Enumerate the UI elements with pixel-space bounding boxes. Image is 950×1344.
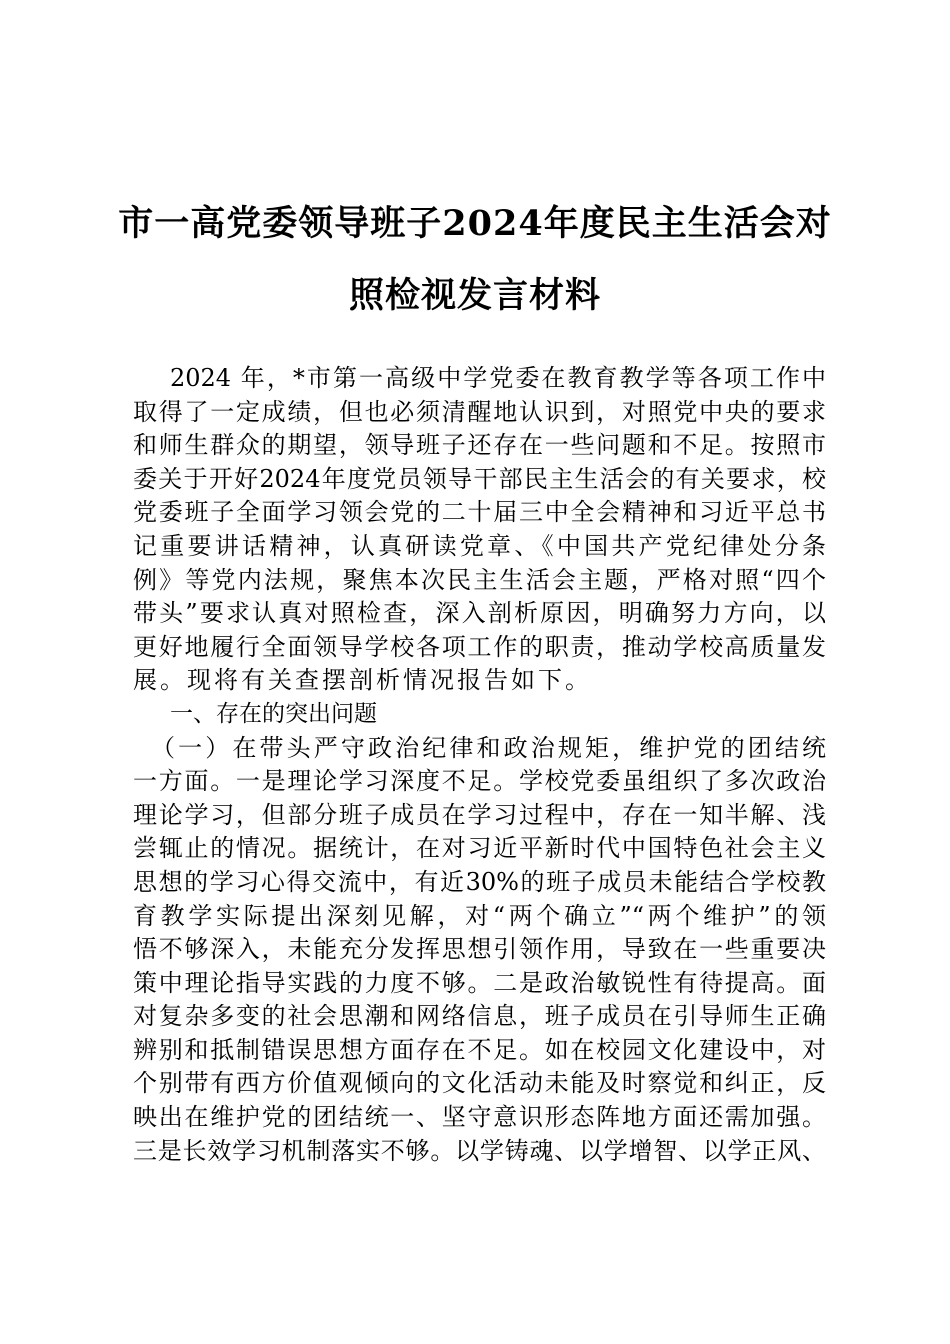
text-line: 2024 年，*市第一高级中学党委在教育教学等各项工作中 — [170, 364, 826, 392]
text-line: 育教学实际提出深刻见解，对“两个确立”“两个维护”的领 — [133, 901, 826, 930]
section-paragraph — [133, 732, 826, 1169]
document-title-line-2: 照检视发言材料 — [348, 275, 601, 316]
text-line: 委关于开好2024年度党员领导干部民主生活会的有关要求，校 — [133, 464, 826, 493]
text-line: 展。现将有关查摆剖析情况报告如下。 — [133, 666, 592, 695]
text-line: 理论学习，但部分班子成员在学习过程中，存在一知半解、浅 — [133, 800, 826, 829]
text-line: 策中理论指导实践的力度不够。二是政治敏锐性有待提高。面 — [133, 968, 826, 997]
text-line: 悟不够深入，未能充分发挥思想引领作用，导致在一些重要决 — [133, 935, 826, 964]
text-line: 更好地履行全面领导学校各项工作的职责，推动学校高质量发 — [133, 632, 826, 661]
text-line: 尝辄止的情况。据统计，在对习近平新时代中国特色社会主义 — [133, 834, 826, 863]
section-heading: 一、存在的突出问题 — [170, 700, 377, 727]
text-line: 例》等党内法规，聚焦本次民主生活会主题，严格对照“四个 — [133, 565, 826, 594]
text-line: 三是长效学习机制落实不够。以学铸魂、以学增智、以学正风、 — [133, 1136, 826, 1165]
intro-paragraph — [133, 362, 826, 698]
text-line: 思想的学习心得交流中，有近30%的班子成员未能结合学校教 — [133, 867, 826, 896]
text-line: 和师生群众的期望，领导班子还存在一些问题和不足。按照市 — [133, 431, 826, 460]
text-line: 个别带有西方价值观倾向的文化活动未能及时察觉和纠正，反 — [133, 1069, 826, 1098]
text-line: 辨别和抵制错误思想方面存在不足。如在校园文化建设中，对 — [133, 1035, 826, 1064]
text-line: 取得了一定成绩，但也必须清醒地认识到，对照党中央的要求 — [133, 397, 826, 426]
text-line: （一）在带头严守政治纪律和政治规矩，维护党的团结统 — [151, 733, 826, 762]
document-body — [133, 362, 826, 1168]
text-line: 党委班子全面学习领会党的二十届三中全会精神和习近平总书 — [133, 498, 826, 527]
text-line: 一方面。一是理论学习深度不足。学校党委虽组织了多次政治 — [133, 767, 826, 796]
text-line: 对复杂多变的社会思潮和网络信息，班子成员在引导师生正确 — [133, 1002, 826, 1031]
text-line: 映出在维护党的团结统一、坚守意识形态阵地方面还需加强。 — [133, 1103, 826, 1132]
text-line: 带头”要求认真对照检查，深入剖析原因，明确努力方向，以 — [133, 599, 826, 628]
document-title-line-1: 市一高党委领导班子2024年度民主生活会对 — [118, 203, 832, 244]
text-line: 记重要讲话精神，认真研读党章、《中国共产党纪律处分条 — [133, 531, 826, 560]
